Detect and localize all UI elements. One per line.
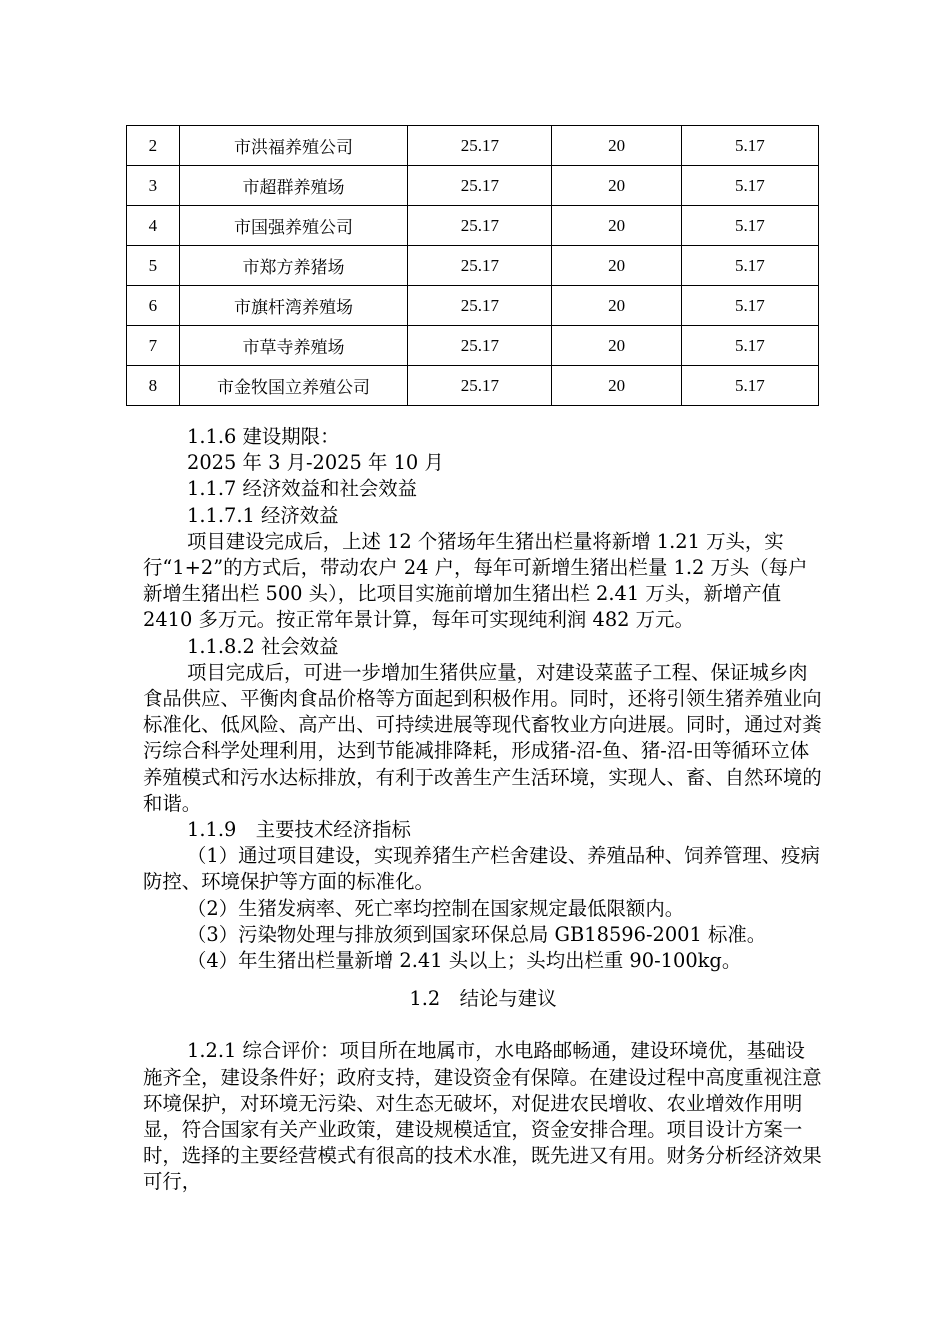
farm-name-cell: 市超群养殖场 (179, 166, 408, 206)
heading-1-1-7-1: 1.1.7.1 经济效益 (187, 503, 339, 527)
heading-1-1-9: 1.1.9 主要技术经济指标 (187, 818, 411, 842)
conclusion-paragraph: 1.2.1 综合评价：项目所在地属市，水电路邮畅通，建设环境优，基础设施齐全，建设条件好；政府支持，建设资金有保障。在建设过程中高度重视注意环境保护，对环境无污染、对生态无破坏，对促进农民增收、农业增效作用明显，符合国家有关产业政策，建设规模适宜，资金安排合理。项目设计方案一时，选择的主要经营模式有很高的技术水准，既先进又有用。财务分析经济效果可行， (143, 1039, 822, 1194)
construction-period: 2025 年 3 月-2025 年 10 月 (187, 451, 444, 475)
value-b-cell: 20 (552, 326, 681, 366)
value-b-cell: 20 (552, 366, 681, 406)
table-row (127, 206, 819, 246)
indicator-item-2: （2）生猪发病率、死亡率均控制在国家规定最低限额内。 (187, 896, 685, 920)
row-number-cell: 5 (127, 246, 180, 286)
row-number-cell: 2 (127, 126, 180, 166)
social-benefit-paragraph: 项目完成后，可进一步增加生猪供应量，对建设菜蓝子工程、保证城乡肉食品供应、平衡肉食品价格等方面起到积极作用。同时，还将引领生猪养殖业向标准化、低风险、高产出、可持续进展等现代畜牧业方向进展。同时，通过对粪污综合科学处理利用，达到节能减排降耗，形成猪-沼-鱼、猪-沼-田等循环立体养殖模式和污水达标排放，有利于改善生产生活环境，实现人、畜、自然环境的和谐。 (143, 660, 822, 815)
value-b-cell: 20 (552, 166, 681, 206)
row-number-cell: 8 (127, 366, 180, 406)
value-c-cell: 5.17 (681, 126, 818, 166)
value-c-cell: 5.17 (681, 326, 818, 366)
table-row (127, 166, 819, 206)
table-row (127, 286, 819, 326)
farm-name-cell: 市国强养殖公司 (179, 206, 408, 246)
indicator-item-4: （4）年生猪出栏量新增 2.41 头以上；头均出栏重 90-100kg。 (187, 949, 742, 973)
value-a-cell: 25.17 (408, 286, 552, 326)
value-a-cell: 25.17 (408, 166, 552, 206)
value-c-cell: 5.17 (681, 206, 818, 246)
value-c-cell: 5.17 (681, 286, 818, 326)
value-a-cell: 25.17 (408, 126, 552, 166)
row-number-cell: 6 (127, 286, 180, 326)
value-a-cell: 25.17 (408, 366, 552, 406)
farm-name-cell: 市旗杆湾养殖场 (179, 286, 408, 326)
farm-name-cell: 市郑方养猪场 (179, 246, 408, 286)
farm-table-body (127, 126, 819, 406)
value-b-cell: 20 (552, 126, 681, 166)
heading-1-2: 1.2 结论与建议 (409, 987, 557, 1011)
heading-1-1-6: 1.1.6 建设期限： (187, 425, 340, 448)
value-a-cell: 25.17 (408, 246, 552, 286)
value-a-cell: 25.17 (408, 206, 552, 246)
table-row (127, 126, 819, 166)
economic-benefit-paragraph: 项目建设完成后，上述 12 个猪场年生猪出栏量将新增 1.21 万头，实行“1+2”的方式后，带动农户 24 户，每年可新增生猪出栏量 1.2 万头（每户新增生猪出栏 500 头），比项目实施前增加生猪出栏 2.41 万头，新增产值 2410 多万元。按正常年景计算，每年可实现纯利润 482 万元。 (143, 529, 808, 632)
document-body (143, 424, 823, 1196)
row-number-cell: 7 (127, 326, 180, 366)
farm-table (126, 125, 819, 406)
row-number-cell: 4 (127, 206, 180, 246)
value-c-cell: 5.17 (681, 246, 818, 286)
table-row (127, 246, 819, 286)
table-row (127, 366, 819, 406)
farm-name-cell: 市洪福养殖公司 (179, 126, 408, 166)
value-c-cell: 5.17 (681, 366, 818, 406)
table-row (127, 326, 819, 366)
value-a-cell: 25.17 (408, 326, 552, 366)
value-b-cell: 20 (552, 286, 681, 326)
heading-1-1-7: 1.1.7 经济效益和社会效益 (187, 477, 418, 501)
indicator-item-3: （3）污染物处理与排放须到国家环保总局 GB18596-2001 标准。 (187, 922, 767, 946)
farm-name-cell: 市草寺养殖场 (179, 326, 408, 366)
farm-name-cell: 市金牧国立养殖公司 (179, 366, 408, 406)
value-b-cell: 20 (552, 246, 681, 286)
row-number-cell: 3 (127, 166, 180, 206)
value-b-cell: 20 (552, 206, 681, 246)
indicator-item-1: （1）通过项目建设，实现养猪生产栏舍建设、养殖品种、饲养管理、疫病防控、环境保护等方面的标准化。 (143, 844, 820, 894)
value-c-cell: 5.17 (681, 166, 818, 206)
heading-1-1-8-2: 1.1.8.2 社会效益 (187, 634, 339, 658)
